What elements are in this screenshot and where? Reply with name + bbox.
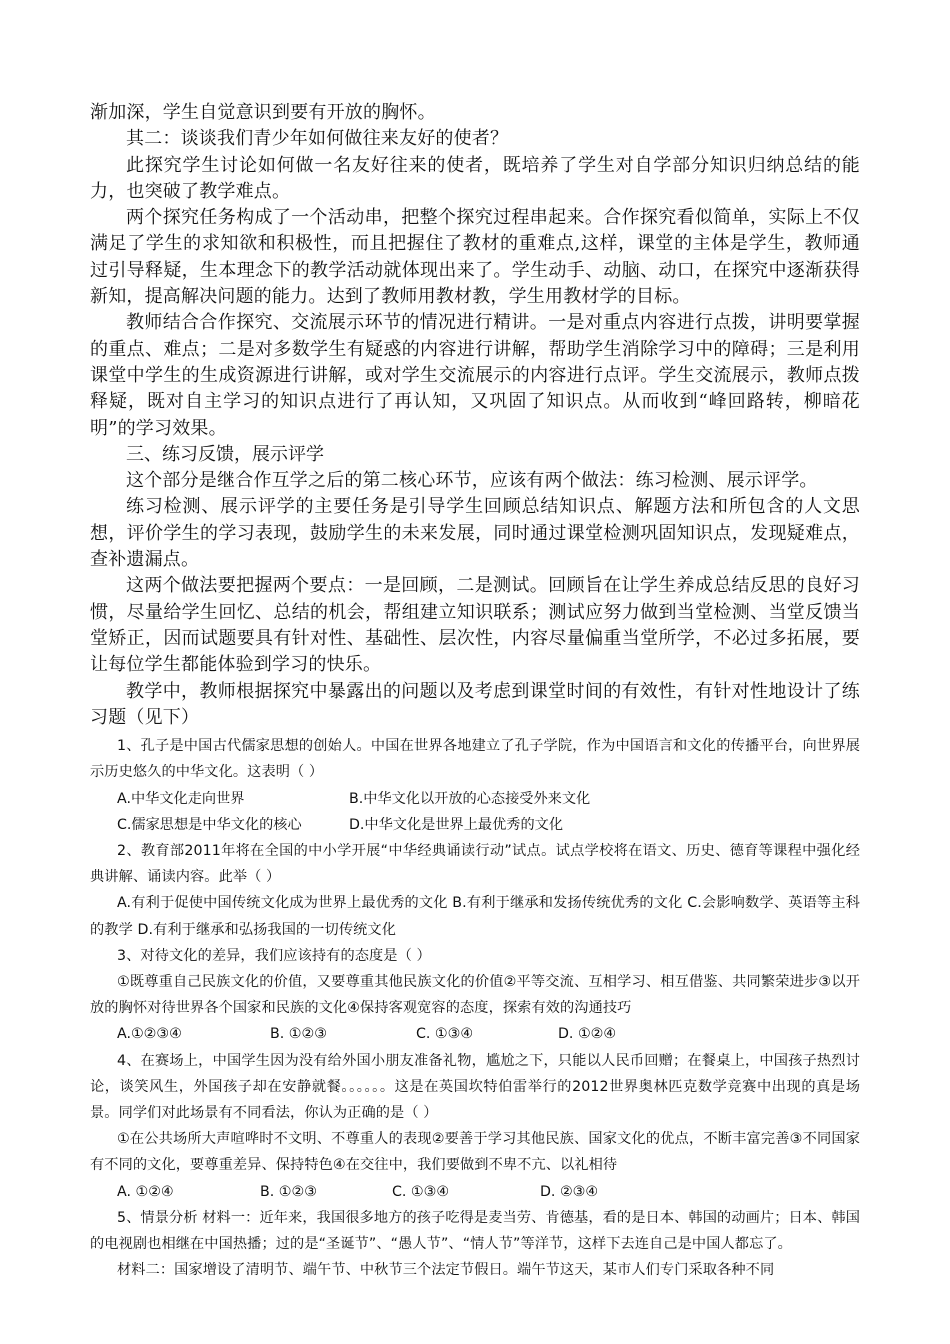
question-4-choice-c: C. ①③④ — [392, 1183, 450, 1200]
paragraph-main-task: 练习检测、展示评学的主要任务是引导学生回顾总结知识点、解题方法和所包含的人文思想，评价学生的学习表现，鼓励学生的未来发展，同时通过课堂检测巩固知识点，发现疑难点，查补遗漏点。 — [90, 496, 860, 571]
question-1-option-c: C.儒家思想是中华文化的核心 — [117, 816, 302, 833]
section-heading: 三、练习反馈，展示评学 — [126, 443, 324, 465]
question-3-choice-c: C. ①③④ — [416, 1026, 474, 1043]
paragraph-inquiry: 此探究学生讨论如何做一名友好往来的使者，既培养了学生对自学部分知识归纳总结的能力，也突破了教学难点。 — [90, 154, 860, 202]
paragraph-question-two: 其二：谈谈我们青少年如何做往来友好的使者？ — [126, 128, 509, 150]
paragraph-exercise-intro: 教学中，教师根据探究中暴露出的问题以及考虑到课堂时间的有效性，有针对性地设计了练习题（见下） — [90, 680, 860, 728]
paragraph-activity-chain: 两个探究任务构成了一个活动串，把整个探究过程串起来。合作探究看似简单，实际上不仅满足了学生的求知欲和积极性，而且把握住了教材的重难点,这样，课堂的主体是学生，教师通过引导释疑，生本理念下的教学活动就体现出来了。学生动手、动脑、动口，在探究中逐渐获得新知，提高解决问题的能力。达到了教师用教材教，学生用教材学的目标。 — [90, 207, 860, 308]
question-1-options-row-1 — [90, 786, 860, 812]
question-3-items: ①既尊重自己民族文化的价值，又要尊重其他民族文化的价值②平等交流、互相学习、相互借鉴、共同繁荣进步③以开放的胸怀对待世界各个国家和民族的文化④保持客观宽容的态度，探索有效的沟通技巧 — [90, 973, 860, 1017]
question-1-stem: 1、孔子是中国古代儒家思想的创始人。中国在世界各地建立了孔子学院，作为中国语言和文化的传播平台，向世界展示历史悠久的中华文化。这表明（ ） — [90, 738, 860, 781]
question-3-choices — [90, 1021, 860, 1047]
paragraph-continuation: 渐加深，学生自觉意识到要有开放的胸怀。 — [90, 102, 436, 123]
question-2-stem: 2、教育部2011年将在全国的中小学开展“中华经典诵读行动”试点。试点学校将在语文、历史、德育等课程中强化经典讲解、诵读内容。此举（ ） — [90, 842, 860, 886]
question-2-options: A.有利于促使中国传统文化成为世界上最优秀的文化 B.有利于继承和发扬传统优秀的文化 C.会影响数学、英语等主科的教学 D.有利于继承和弘扬我国的一切传统文化 — [90, 895, 860, 938]
paragraph-two-points: 这两个做法要把握两个要点：一是回顾，二是测试。回顾旨在让学生养成总结反思的良好习惯，尽量给学生回忆、总结的机会，帮组建立知识联系；测试应努力做到当堂检测、当堂反馈当堂矫正，因而试题要具有针对性、基础性、层次性，内容尽量偏重当堂所学，不必过多拓展，要让每位学生都能体验到学习的快乐。 — [90, 575, 860, 676]
paragraph-teacher-lecture: 教师结合合作探究、交流展示环节的情况进行精讲。一是对重点内容进行点拨，讲明要掌握的重点、难点；二是对多数学生有疑惑的内容进行讲解，帮助学生消除学习中的障碍；三是利用课堂中学生的生成资源进行讲解，或对学生交流展示的内容进行点评。学生交流展示，教师点拨释疑，既对自主学习的知识点进行了再认知，又巩固了知识点。从而收到“峰回路转，柳暗花明”的学习效果。 — [90, 312, 860, 439]
question-3-choice-a: A.①②③④ — [117, 1026, 182, 1043]
paragraph-core-link: 这个部分是继合作互学之后的第二核心环节，应该有两个做法：练习检测、展示评学。 — [126, 470, 818, 492]
question-4-choice-b: B. ①②③ — [260, 1183, 317, 1200]
body-text — [90, 100, 860, 731]
question-4-items: ①在公共场所大声喧哗时不文明、不尊重人的表现②要善于学习其他民族、国家文化的优点，不断丰富完善③不同国家有不同的文化，要尊重差异、保持特色④在交往中，我们要做到不卑不亢、以礼相待 — [90, 1131, 860, 1174]
document-page — [90, 100, 860, 1283]
question-3-choice-b: B. ①②③ — [270, 1026, 327, 1043]
question-3-choice-d: D. ①②④ — [558, 1026, 617, 1043]
question-1-option-b: B.中华文化以开放的心态接受外来文化 — [349, 790, 591, 807]
question-3-stem: 3、对待文化的差异，我们应该持有的态度是（ ） — [117, 947, 431, 964]
question-1-option-d: D.中华文化是世界上最优秀的文化 — [349, 816, 564, 833]
exercise-list — [90, 733, 860, 1283]
question-1-option-a: A.中华文化走向世界 — [117, 790, 245, 807]
question-1-options-row-2 — [90, 812, 860, 838]
question-5-stem: 5、情景分析 材料一：近年来，我国很多地方的孩子吃得是麦当劳、肯德基，看的是日本、韩国的动画片；日本、韩国的电视剧也相继在中国热播；过的是“圣诞节”、“愚人节”、“情人节”等洋节，这样下去连自己是中国人都忘了。 — [90, 1209, 860, 1252]
question-4-stem: 4、在赛场上，中国学生因为没有给外国小朋友准备礼物，尴尬之下，只能以人民币回赠；在餐桌上，中国孩子热烈讨论，谈笑风生，外国孩子却在安静就餐。。。。。。这是在英国坎特伯雷举行的2012世界奥林匹克数学竞赛中出现的真是场景。同学们对此场景有不同看法，你认为正确的是（ ） — [90, 1052, 860, 1121]
question-4-choice-a: A. ①②④ — [117, 1183, 174, 1200]
question-4-choices — [90, 1179, 860, 1205]
question-4-choice-d: D. ②③④ — [540, 1183, 599, 1200]
question-5-material-2: 材料二：国家增设了清明节、端午节、中秋节三个法定节假日。端午节这天，某市人们专门采取各种不同 — [117, 1262, 775, 1279]
